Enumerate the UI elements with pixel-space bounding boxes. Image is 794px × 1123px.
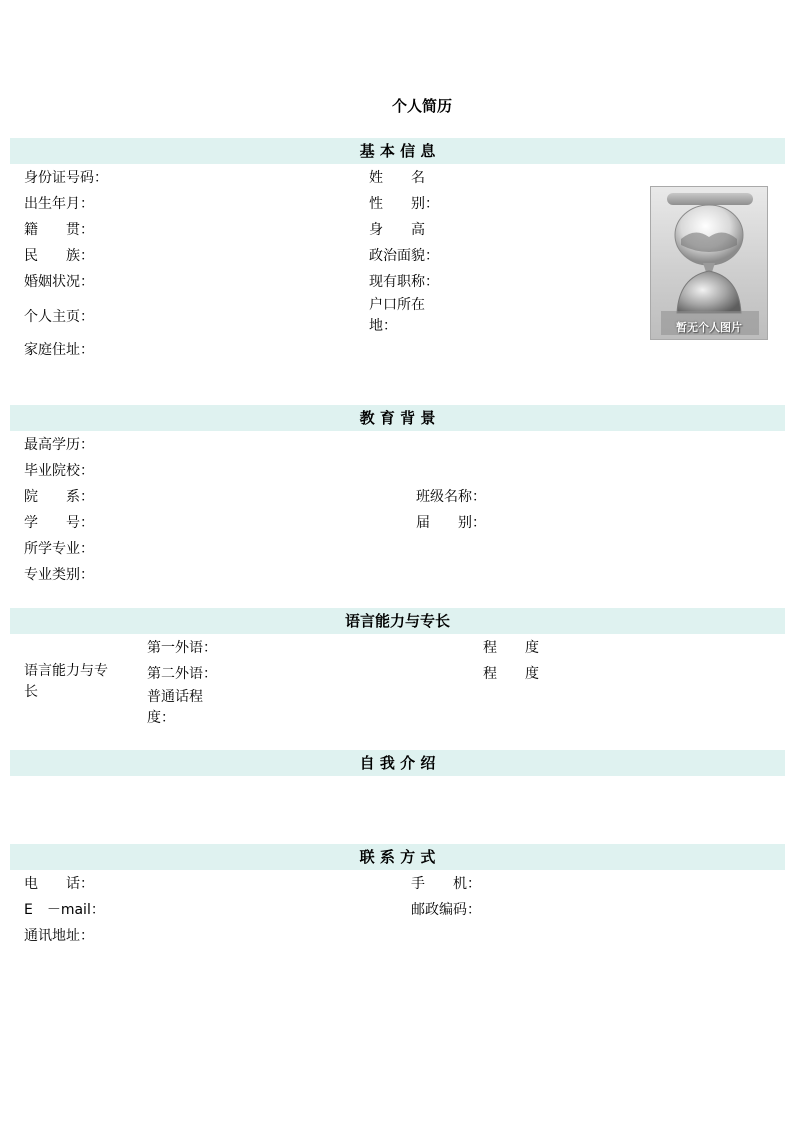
mobile-label: 手 机：: [411, 876, 481, 892]
gender-label: 性 别：: [369, 196, 439, 212]
email-label: E －mail：: [24, 902, 105, 918]
height-label: 身 高: [369, 222, 425, 238]
political-status-label: 政治面貌：: [369, 248, 439, 264]
hukou-location-label: 户口所在地：: [369, 297, 425, 334]
class-name-label: 班级名称：: [416, 489, 486, 505]
section-heading-self-intro: 自 我 介 绍: [10, 750, 785, 776]
marital-status-label: 婚姻状况：: [24, 274, 94, 290]
second-foreign-language-label: 第二外语：: [147, 666, 217, 682]
native-place-label: 籍 贯：: [24, 222, 94, 238]
section-heading-education: 教 育 背 景: [10, 405, 785, 431]
name-label: 姓 名: [369, 170, 425, 186]
mailing-address-label: 通讯地址：: [24, 928, 94, 944]
section-heading-language: 语言能力与专长: [10, 608, 785, 634]
homepage-label: 个人主页：: [24, 309, 94, 325]
phone-label: 电 话：: [24, 876, 94, 892]
department-label: 院 系：: [24, 489, 94, 505]
birth-date-label: 出生年月：: [24, 196, 94, 212]
first-language-level-label: 程 度: [483, 640, 539, 656]
graduate-school-label: 毕业院校：: [24, 463, 94, 479]
student-number-label: 学 号：: [24, 515, 94, 531]
hourglass-image: [651, 187, 768, 340]
photo-placeholder: [650, 186, 768, 340]
professional-title-label: 现有职称：: [369, 274, 439, 290]
home-address-label: 家庭住址：: [24, 342, 94, 358]
section-heading-contact: 联 系 方 式: [10, 844, 785, 870]
language-ability-label: 语言能力与专长: [24, 663, 108, 700]
mandarin-level-label: 普通话程度：: [147, 689, 203, 726]
id-number-label: 身份证号码：: [24, 170, 108, 186]
highest-degree-label: 最高学历：: [24, 437, 94, 453]
first-foreign-language-label: 第一外语：: [147, 640, 217, 656]
postcode-label: 邮政编码：: [411, 902, 481, 918]
page-title: 个人简历: [391, 97, 452, 115]
ethnicity-label: 民 族：: [24, 248, 94, 264]
major-label: 所学专业：: [24, 541, 94, 557]
major-category-label: 专业类别：: [24, 567, 94, 583]
second-language-level-label: 程 度: [483, 666, 539, 682]
section-heading-basic-info: 基 本 信 息: [10, 138, 785, 164]
photo-caption: 暂无个人图片: [676, 321, 742, 334]
cohort-label: 届 别：: [416, 515, 486, 531]
